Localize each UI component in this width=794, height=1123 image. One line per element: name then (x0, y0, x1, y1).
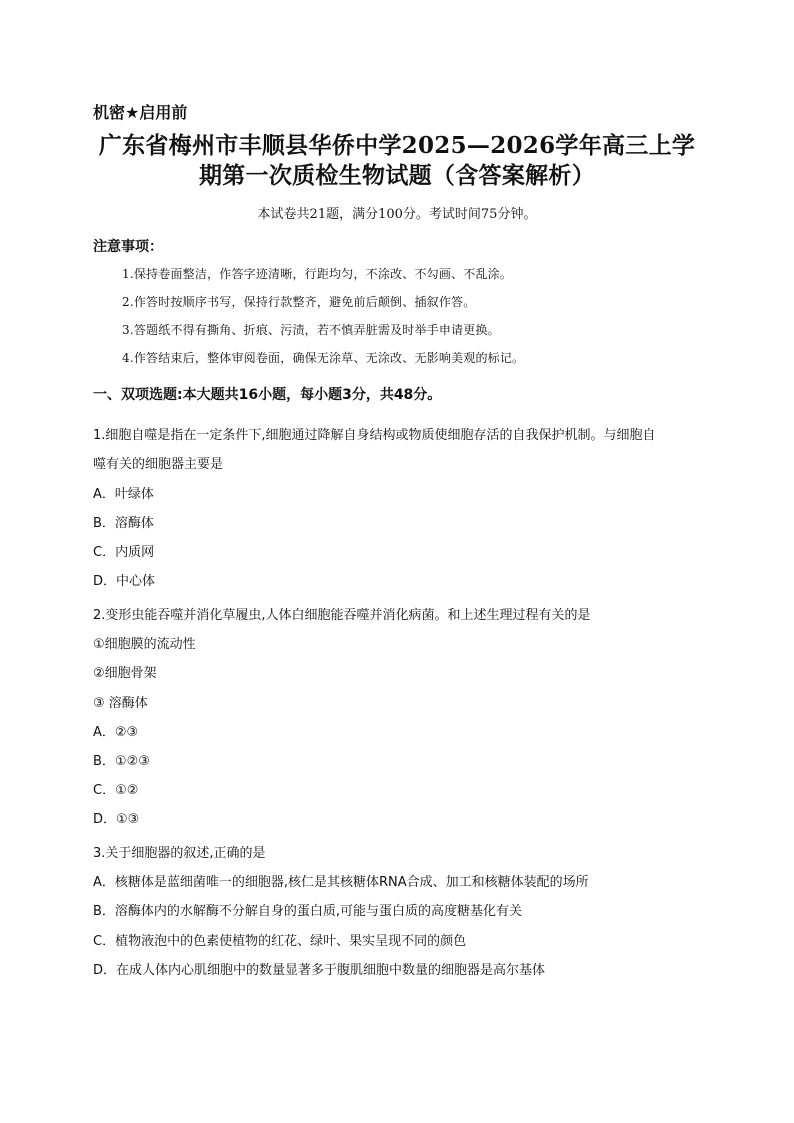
answer-option: C．①② (93, 783, 139, 798)
answer-option: D．中心体 (93, 574, 156, 589)
question-stem: 噬有关的细胞器主要是 (93, 457, 224, 472)
answer-option: A．核糖体是蓝细菌唯一的细胞器,核仁是其核糖体RNA合成、加工和核糖体装配的场所 (93, 875, 589, 890)
notice-item: 2.作答时按顺序书写，保持行款整齐，避免前后颠倒、插叙作答。 (122, 295, 476, 309)
notice-item: 1.保持卷面整洁，作答字迹清晰，行距均匀，不涂改、不勾画、不乱涂。 (122, 267, 513, 281)
answer-option: A．叶绿体 (93, 487, 154, 502)
section-heading: 一、双项选题:本大题共16小题，每小题3分，共48分。 (93, 387, 442, 403)
exam-subtitle: 本试卷共21题，满分100分。考试时间75分钟。 (257, 207, 537, 222)
question-stem: 1.细胞自噬是指在一定条件下,细胞通过降解自身结构或物质使细胞存活的自我保护机制。与细胞自 (93, 428, 656, 443)
answer-option: A．②③ (93, 725, 139, 740)
confidential-label: 机密★启用前 (93, 103, 188, 122)
answer-option: B．①②③ (93, 754, 150, 769)
answer-option: B．溶酶体内的水解酶不分解自身的蛋白质,可能与蛋白质的高度糖基化有关 (93, 904, 523, 919)
notice-heading: 注意事项： (93, 239, 163, 255)
answer-option: B．溶酶体 (93, 516, 154, 531)
question-stem: 2.变形虫能吞噬并消化草履虫,人体白细胞能吞噬并消化病菌。和上述生理过程有关的是 (93, 608, 591, 623)
question-item: ②细胞骨架 (93, 666, 157, 681)
notice-item: 4.作答结束后，整体审阅卷面，确保无涂草、无涂改、无影响美观的标记。 (122, 351, 525, 365)
answer-option: C．内质网 (93, 545, 155, 560)
answer-option: C．植物液泡中的色素使植物的红花、绿叶、果实呈现不同的颜色 (93, 934, 467, 949)
question-item: ①细胞膜的流动性 (93, 637, 196, 652)
answer-option: D．①③ (93, 812, 140, 827)
notice-item: 3.答题纸不得有撕角、折痕、污渍，若不慎弄脏需及时举手申请更换。 (122, 323, 500, 337)
question-stem: 3.关于细胞器的叙述,正确的是 (93, 846, 266, 861)
question-item: ③ 溶酶体 (93, 696, 148, 711)
answer-option: D．在成人体内心肌细胞中的数量显著多于腹肌细胞中数量的细胞器是高尔基体 (93, 963, 546, 978)
exam-title-line-2: 期第一次质检生物试题（含答案解析） (198, 162, 596, 189)
exam-title-line-1: 广东省梅州市丰顺县华侨中学2025—2026学年高三上学 (98, 132, 696, 159)
